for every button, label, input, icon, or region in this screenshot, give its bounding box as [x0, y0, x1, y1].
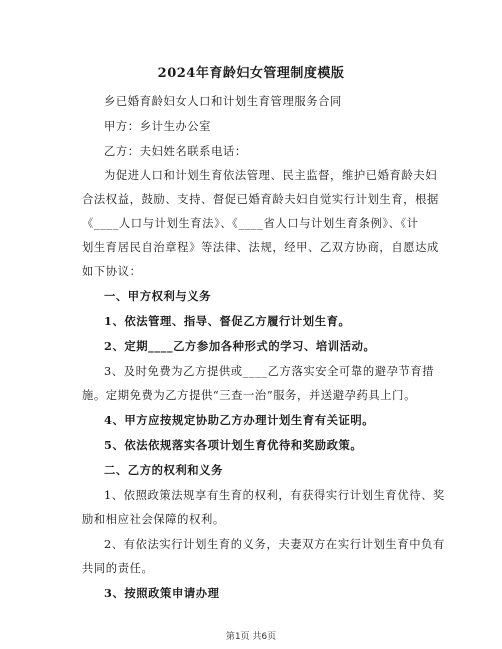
- clause-line: 1、依照政策法规享有生育的权利，有获得实行计划生育优待、奖: [104, 489, 445, 502]
- clause-line: 5、依法依规落实各项计划生育优待和奖励政策。: [104, 438, 363, 452]
- clause-line: 共同的责任。: [82, 562, 154, 575]
- section-heading-party-a: 一、甲方权利与义务: [104, 289, 212, 303]
- paragraph-line: 划生育居民自治章程》等法律、法规，经甲、乙双方协商，自愿达成: [82, 241, 439, 254]
- document-title: 2024年育龄妇女管理制度模版: [157, 66, 345, 81]
- contract-title-line: 乡已婚育龄妇女人口和计划生育管理服务合同: [104, 95, 342, 108]
- section-heading-party-b: 二、乙方的权利和义务: [104, 463, 223, 477]
- paragraph-line: 《____人口与计划生育法》、《____省人口与计划生育条例》、《计: [82, 217, 419, 230]
- clause-line: 3、及时免费为乙方提供或____乙方落实安全可靠的避孕节育措: [104, 365, 435, 378]
- party-b-line: 乙方：夫妇姓名联系电话：: [104, 145, 247, 158]
- party-a-line: 甲方：乡计生办公室: [104, 120, 212, 133]
- clause-line: 4、甲方应按规定协助乙方办理计划生育有关证明。: [104, 413, 375, 427]
- paragraph-line: 为促进人口和计划生育依法管理、民主监督，维护已婚育龄夫妇: [104, 169, 438, 182]
- paragraph-line: 如下协议：: [82, 265, 142, 278]
- clause-line: 3、按照政策申请办理: [104, 586, 220, 600]
- clause-line: 2、有依法实行计划生育的义务，夫妻双方在实行计划生育中负有: [104, 538, 445, 551]
- clause-line: 2、定期____乙方参加各种形式的学习、培训活动。: [104, 339, 376, 353]
- clause-line: 励和相应社会保障的权利。: [82, 513, 225, 526]
- page-footer: 第1页 共6页: [225, 632, 277, 642]
- clause-line: 1、依法管理、指导、督促乙方履行计划生育。: [104, 314, 351, 328]
- clause-line: 施。定期免费为乙方提供“三查一治”服务，并送避孕药具上门。: [82, 389, 416, 402]
- paragraph-line: 合法权益，鼓励、支持、督促已婚育龄夫妇自觉实行计划生育，根据: [82, 193, 439, 206]
